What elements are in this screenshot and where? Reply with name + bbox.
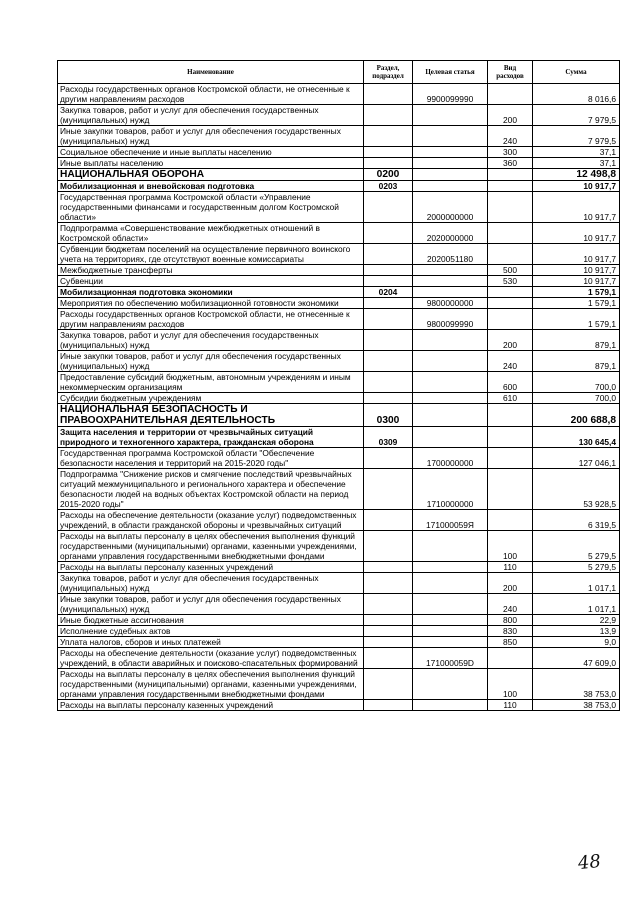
table-row	[58, 626, 620, 637]
row-target: 171000059D	[413, 648, 488, 669]
page-number: 48	[576, 850, 602, 875]
row-kind: 600	[488, 372, 533, 393]
row-sum: 5 279,5	[533, 531, 620, 562]
row-sum: 700,0	[533, 372, 620, 393]
table-row	[58, 700, 620, 711]
row-section	[364, 637, 413, 648]
row-sum: 22,9	[533, 615, 620, 626]
table-row	[58, 594, 620, 615]
row-sum: 130 645,4	[533, 427, 620, 448]
row-section	[364, 448, 413, 469]
row-name: Предоставление субсидий бюджетным, автономным учреждениям и иным некоммерческим организациям	[58, 372, 364, 393]
table-row	[58, 573, 620, 594]
budget-table-container	[57, 60, 619, 711]
row-name: Расходы на выплаты персоналу казенных учреждений	[58, 562, 364, 573]
row-target: 2000000000	[413, 192, 488, 223]
row-name: Закупка товаров, работ и услуг для обеспечения государственных (муниципальных) нужд	[58, 573, 364, 594]
row-kind: 110	[488, 700, 533, 711]
row-sum: 12 498,8	[533, 169, 620, 181]
table-row	[58, 158, 620, 169]
row-sum: 127 046,1	[533, 448, 620, 469]
row-target	[413, 669, 488, 700]
row-target	[413, 158, 488, 169]
row-target	[413, 105, 488, 126]
row-kind: 500	[488, 265, 533, 276]
row-name: Мероприятия по обеспечению мобилизационной готовности экономики	[58, 298, 364, 309]
row-name: НАЦИОНАЛЬНАЯ ОБОРОНА	[58, 169, 364, 181]
row-target	[413, 287, 488, 298]
table-row	[58, 448, 620, 469]
table-row	[58, 298, 620, 309]
row-sum: 10 917,7	[533, 223, 620, 244]
row-name: Иные бюджетные ассигнования	[58, 615, 364, 626]
row-sum: 879,1	[533, 330, 620, 351]
row-name: Защита населения и территории от чрезвычайных ситуаций природного и техногенного характера, гражданская оборона	[58, 427, 364, 448]
row-kind: 530	[488, 276, 533, 287]
row-name: Подпрограмма «Совершенствование межбюджетных отношений в Костромской области»	[58, 223, 364, 244]
row-name: Иные закупки товаров, работ и услуг для обеспечения государственных (муниципальных) нужд	[58, 126, 364, 147]
row-target: 1710000000	[413, 469, 488, 510]
row-target	[413, 573, 488, 594]
header-target: Целевая статья	[413, 61, 488, 84]
row-target	[413, 562, 488, 573]
table-row	[58, 531, 620, 562]
table-row	[58, 181, 620, 192]
row-kind	[488, 84, 533, 105]
row-target	[413, 147, 488, 158]
table-row	[58, 147, 620, 158]
row-target	[413, 594, 488, 615]
table-row	[58, 510, 620, 531]
row-sum: 700,0	[533, 393, 620, 404]
row-section	[364, 531, 413, 562]
row-section	[364, 372, 413, 393]
row-sum: 10 917,7	[533, 265, 620, 276]
row-sum: 38 753,0	[533, 700, 620, 711]
row-section	[364, 309, 413, 330]
table-row	[58, 105, 620, 126]
row-target: 2020051180	[413, 244, 488, 265]
row-target: 2020000000	[413, 223, 488, 244]
row-target	[413, 700, 488, 711]
row-kind	[488, 181, 533, 192]
row-section	[364, 276, 413, 287]
row-section: 0200	[364, 169, 413, 181]
row-kind	[488, 244, 533, 265]
row-section	[364, 223, 413, 244]
row-section	[364, 700, 413, 711]
table-row	[58, 287, 620, 298]
header-kind: Вид расходов	[488, 61, 533, 84]
row-sum: 879,1	[533, 351, 620, 372]
row-target	[413, 351, 488, 372]
row-kind: 610	[488, 393, 533, 404]
row-section	[364, 648, 413, 669]
row-target	[413, 427, 488, 448]
table-row	[58, 427, 620, 448]
row-name: Мобилизационная и вневойсковая подготовка	[58, 181, 364, 192]
table-row	[58, 648, 620, 669]
row-target	[413, 615, 488, 626]
row-name: Уплата налогов, сборов и иных платежей	[58, 637, 364, 648]
row-name: Субвенции бюджетам поселений на осуществление первичного воинского учета на территориях, где отсутствуют военные комиссариаты	[58, 244, 364, 265]
row-target	[413, 126, 488, 147]
row-kind: 200	[488, 105, 533, 126]
table-row	[58, 276, 620, 287]
row-kind: 300	[488, 147, 533, 158]
row-name: Иные закупки товаров, работ и услуг для обеспечения государственных (муниципальных) нужд	[58, 594, 364, 615]
row-section	[364, 192, 413, 223]
row-section	[364, 573, 413, 594]
row-target: 9800099990	[413, 309, 488, 330]
row-name: Субсидии бюджетным учреждениям	[58, 393, 364, 404]
row-kind	[488, 648, 533, 669]
budget-table	[57, 60, 620, 711]
row-target: 1700000000	[413, 448, 488, 469]
row-section	[364, 351, 413, 372]
table-row	[58, 169, 620, 181]
row-sum: 37,1	[533, 147, 620, 158]
row-name: Мобилизационная подготовка экономики	[58, 287, 364, 298]
row-target	[413, 330, 488, 351]
row-section	[364, 126, 413, 147]
header-name: Наименование	[58, 61, 364, 84]
row-name: Закупка товаров, работ и услуг для обеспечения государственных (муниципальных) нужд	[58, 330, 364, 351]
row-kind: 240	[488, 126, 533, 147]
row-target	[413, 404, 488, 427]
row-sum: 8 016,6	[533, 84, 620, 105]
row-target: 9800000000	[413, 298, 488, 309]
row-name: Расходы на выплаты персоналу казенных учреждений	[58, 700, 364, 711]
row-kind	[488, 427, 533, 448]
row-target	[413, 276, 488, 287]
table-row	[58, 309, 620, 330]
row-kind: 200	[488, 573, 533, 594]
row-sum: 38 753,0	[533, 669, 620, 700]
row-sum: 7 979,5	[533, 126, 620, 147]
row-target: 171000059Я	[413, 510, 488, 531]
row-sum: 1 017,1	[533, 573, 620, 594]
row-name: Иные закупки товаров, работ и услуг для обеспечения государственных (муниципальных) нужд	[58, 351, 364, 372]
row-sum: 1 579,1	[533, 309, 620, 330]
row-section	[364, 105, 413, 126]
table-header-row	[58, 61, 620, 84]
row-kind	[488, 469, 533, 510]
row-sum: 7 979,5	[533, 105, 620, 126]
row-section	[364, 615, 413, 626]
row-sum: 6 319,5	[533, 510, 620, 531]
row-kind	[488, 223, 533, 244]
row-name: НАЦИОНАЛЬНАЯ БЕЗОПАСНОСТЬ И ПРАВООХРАНИТЕЛЬНАЯ ДЕЯТЕЛЬНОСТЬ	[58, 404, 364, 427]
row-target	[413, 169, 488, 181]
row-kind: 110	[488, 562, 533, 573]
row-target	[413, 181, 488, 192]
table-row	[58, 404, 620, 427]
row-section	[364, 330, 413, 351]
row-name: Государственная программа Костромской области «Управление государственными финансами и государственным долгом Костромской области»	[58, 192, 364, 223]
table-row	[58, 615, 620, 626]
row-section	[364, 265, 413, 276]
row-name: Расходы на обеспечение деятельности (оказание услуг) подведомственных учреждений, в области гражданской обороны и чрезвычайных ситуаций	[58, 510, 364, 531]
row-kind	[488, 298, 533, 309]
table-row	[58, 84, 620, 105]
row-section	[364, 244, 413, 265]
table-row	[58, 372, 620, 393]
row-sum: 1 579,1	[533, 298, 620, 309]
row-section	[364, 594, 413, 615]
row-sum: 9,0	[533, 637, 620, 648]
table-row	[58, 562, 620, 573]
row-kind: 800	[488, 615, 533, 626]
row-name: Расходы государственных органов Костромской области, не отнесенные к другим направлениям расходов	[58, 84, 364, 105]
row-sum: 47 609,0	[533, 648, 620, 669]
row-sum: 10 917,7	[533, 244, 620, 265]
row-section	[364, 562, 413, 573]
row-name: Исполнение судебных актов	[58, 626, 364, 637]
row-sum: 1 017,1	[533, 594, 620, 615]
row-sum: 5 279,5	[533, 562, 620, 573]
row-section	[364, 84, 413, 105]
table-row	[58, 469, 620, 510]
row-section	[364, 147, 413, 158]
table-row	[58, 330, 620, 351]
table-row	[58, 351, 620, 372]
row-section	[364, 393, 413, 404]
row-name: Расходы на выплаты персоналу в целях обеспечения выполнения функций государственными (муниципальными) органами, казенными учреждениями, органами управления государственными внебюджетными фондами	[58, 531, 364, 562]
row-target	[413, 626, 488, 637]
table-row	[58, 265, 620, 276]
row-name: Социальное обеспечение и иные выплаты населению	[58, 147, 364, 158]
row-kind	[488, 192, 533, 223]
table-row	[58, 192, 620, 223]
row-kind	[488, 169, 533, 181]
row-sum: 10 917,7	[533, 181, 620, 192]
table-row	[58, 126, 620, 147]
row-section: 0203	[364, 181, 413, 192]
row-kind	[488, 510, 533, 531]
row-section	[364, 298, 413, 309]
row-target	[413, 531, 488, 562]
row-kind: 100	[488, 669, 533, 700]
row-target: 9900099990	[413, 84, 488, 105]
row-sum: 200 688,8	[533, 404, 620, 427]
table-row	[58, 393, 620, 404]
row-name: Иные выплаты населению	[58, 158, 364, 169]
row-name: Расходы на выплаты персоналу в целях обеспечения выполнения функций государственными (муниципальными) органами, казенными учреждениями, органами управления государственными внебюджетными фондами	[58, 669, 364, 700]
row-name: Расходы государственных органов Костромской области, не отнесенные к другим направлениям расходов	[58, 309, 364, 330]
row-kind	[488, 448, 533, 469]
row-section	[364, 669, 413, 700]
row-target	[413, 637, 488, 648]
row-section	[364, 510, 413, 531]
row-section	[364, 158, 413, 169]
row-sum: 13,9	[533, 626, 620, 637]
row-sum: 10 917,7	[533, 276, 620, 287]
row-section	[364, 626, 413, 637]
row-kind: 850	[488, 637, 533, 648]
row-section: 0204	[364, 287, 413, 298]
row-kind: 830	[488, 626, 533, 637]
row-target	[413, 372, 488, 393]
row-target	[413, 393, 488, 404]
row-section: 0300	[364, 404, 413, 427]
row-section: 0309	[364, 427, 413, 448]
row-name: Расходы на обеспечение деятельности (оказание услуг) подведомственных учреждений, в области аварийных и поисково-спасательных формирований	[58, 648, 364, 669]
row-name: Закупка товаров, работ и услуг для обеспечения государственных (муниципальных) нужд	[58, 105, 364, 126]
table-row	[58, 223, 620, 244]
row-kind: 100	[488, 531, 533, 562]
row-name: Государственная программа Костромской области "Обеспечение безопасности населения и территорий на 2015-2020 годы"	[58, 448, 364, 469]
header-section: Раздел, подраздел	[364, 61, 413, 84]
table-row	[58, 637, 620, 648]
row-sum: 1 579,1	[533, 287, 620, 298]
row-kind	[488, 287, 533, 298]
row-name: Подпрограмма "Снижение рисков и смягчение последствий чрезвычайных ситуаций межмуниципального и регионального характера и обеспечение безопасности людей на водных объектах Костромской области на период 2015-2020 годы"	[58, 469, 364, 510]
row-kind: 240	[488, 594, 533, 615]
row-name: Межбюджетные трансферты	[58, 265, 364, 276]
row-sum: 53 928,5	[533, 469, 620, 510]
row-kind: 360	[488, 158, 533, 169]
table-row	[58, 244, 620, 265]
row-kind	[488, 404, 533, 427]
row-kind: 200	[488, 330, 533, 351]
row-sum: 10 917,7	[533, 192, 620, 223]
table-row	[58, 669, 620, 700]
row-kind	[488, 309, 533, 330]
row-name: Субвенции	[58, 276, 364, 287]
header-sum: Сумма	[533, 61, 620, 84]
row-target	[413, 265, 488, 276]
row-sum: 37,1	[533, 158, 620, 169]
row-kind: 240	[488, 351, 533, 372]
row-section	[364, 469, 413, 510]
